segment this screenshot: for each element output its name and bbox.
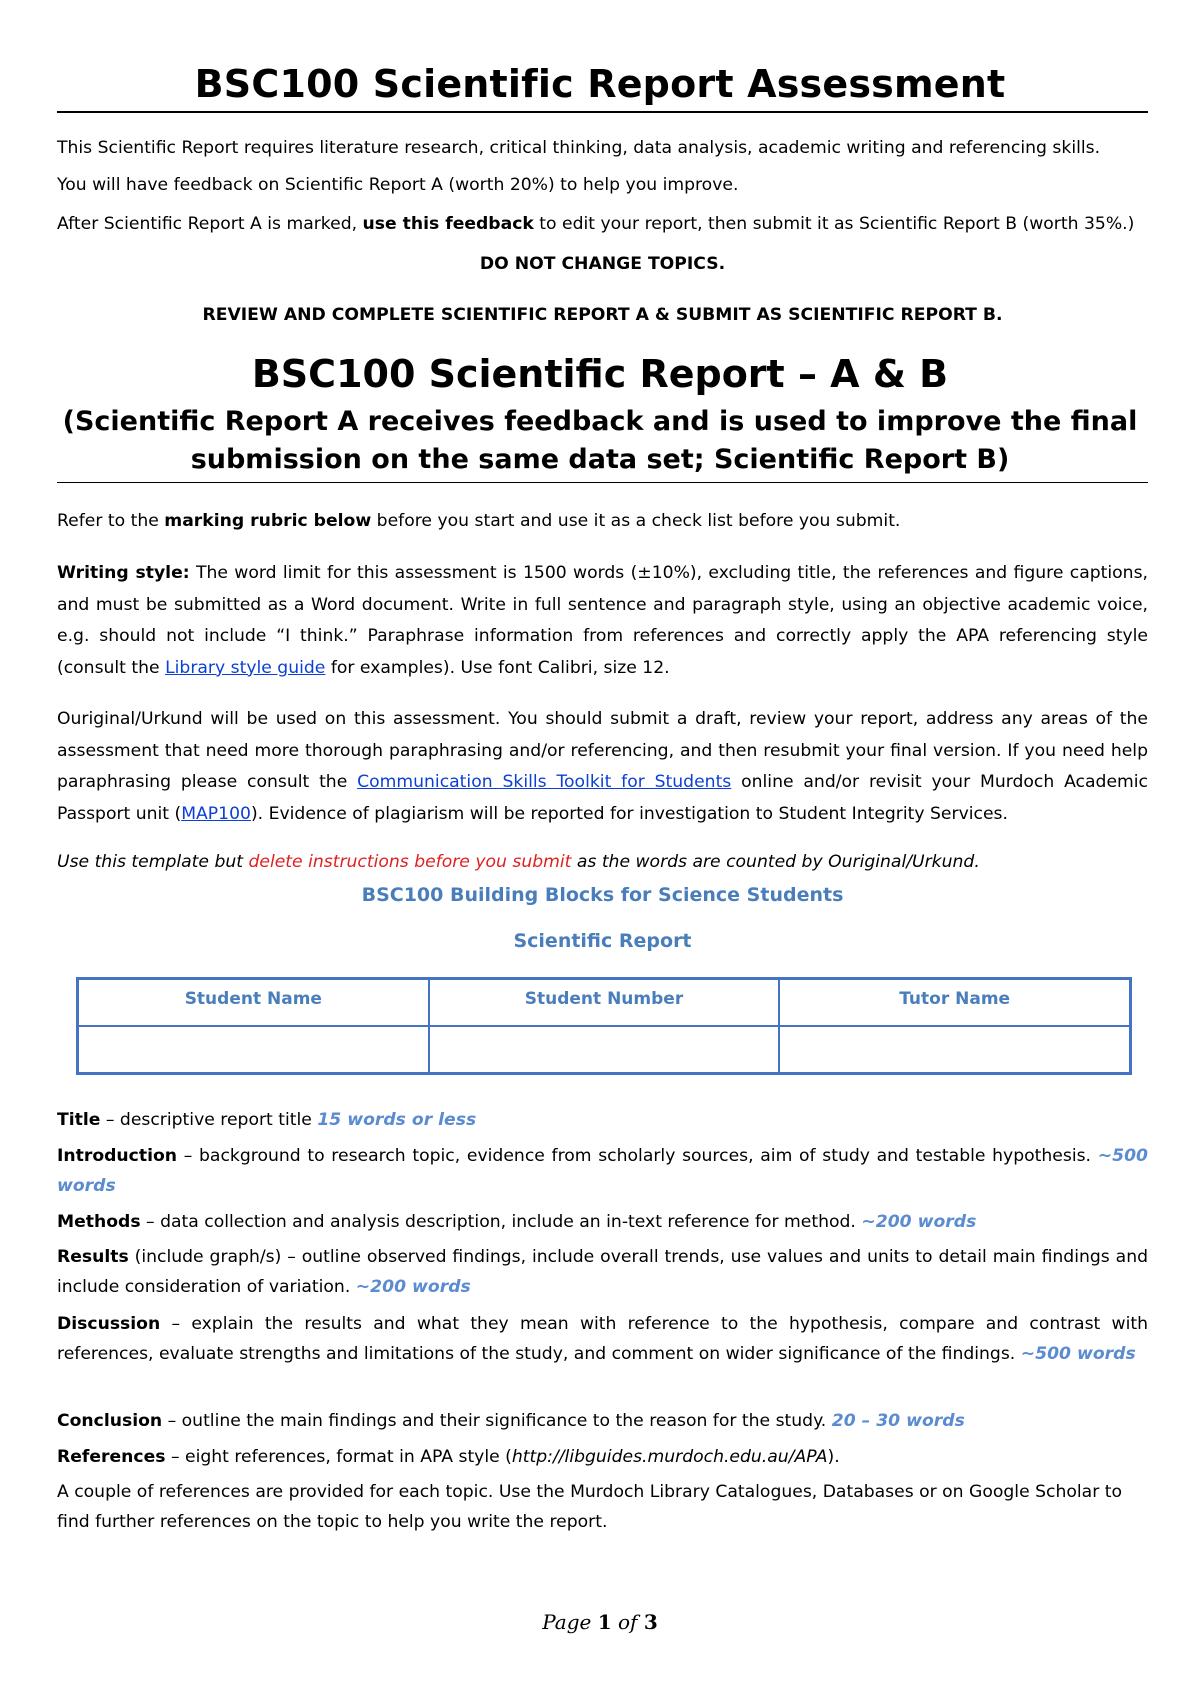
section-methods: Methods – data collection and analysis description, include an in-text reference for method. ~200 words — [57, 1212, 977, 1232]
section-results: Results (include graph/s) – outline observed findings, include overall trends, use values and units to detail main findings and include consideration of variation. ~200 words — [57, 1247, 1148, 1297]
tutor-name-cell[interactable] — [779, 1026, 1130, 1073]
tutor-name-header: Tutor Name — [779, 979, 1130, 1026]
section-conclusion: Conclusion – outline the main findings and their significance to the reason for the study. 20 – 30 words — [57, 1411, 965, 1431]
intro-line-2: You will have feedback on Scientific Report A (worth 20%) to help you improve. — [57, 175, 739, 195]
total-pages: 3 — [643, 1610, 658, 1634]
communication-skills-toolkit-link[interactable]: Communication Skills Toolkit for Students — [357, 772, 732, 793]
current-page: 1 — [597, 1610, 612, 1634]
section-discussion: Discussion – explain the results and what they mean with reference to the hypothesis, compare and contrast with references, evaluate strengths and limitations of the study, and comment on wider significance of the findings. ~500 words — [57, 1314, 1148, 1364]
student-number-header: Student Number — [429, 979, 780, 1026]
page-footer: Page 1 of 3 — [542, 1610, 658, 1634]
intro-line-1: This Scientific Report requires literature research, critical thinking, data analysis, academic writing and referencing skills. — [57, 138, 1101, 158]
map100-link[interactable]: MAP100 — [181, 803, 251, 824]
page-heading: BSC100 Scientific Report Assessment — [194, 62, 1006, 106]
doc-heading: Scientific Report — [513, 930, 692, 952]
section-references: References – eight references, format in APA style (http://libguides.murdoch.edu.au/APA). — [57, 1447, 840, 1467]
notice-review-complete: REVIEW AND COMPLETE SCIENTIFIC REPORT A & SUBMIT AS SCIENTIFIC REPORT B. — [202, 305, 1003, 325]
subtitle-rule — [57, 482, 1148, 483]
section-title: Title – descriptive report title 15 words or less — [57, 1110, 477, 1130]
apa-guide-url[interactable]: http://libguides.murdoch.edu.au/APA — [511, 1447, 828, 1467]
section-introduction: Introduction – background to research topic, evidence from scholarly sources, aim of study and testable hypothesis. ~500 words — [57, 1146, 1148, 1196]
report-subtitle-line-2: submission on the same data set; Scientific Report B) — [190, 444, 1010, 475]
heading-rule — [57, 111, 1148, 113]
student-name-header: Student Name — [78, 979, 429, 1026]
closing-paragraph: A couple of references are provided for each topic. Use the Murdoch Library Catalogues, Databases or on Google Scholar to find further references on the topic to help you write the report. — [57, 1482, 1122, 1532]
rubric-instruction: Refer to the marking rubric below before you start and use it as a check list before you submit. — [57, 511, 901, 531]
notice-no-change-topics: DO NOT CHANGE TOPICS. — [479, 254, 726, 274]
unit-heading: BSC100 Building Blocks for Science Students — [361, 884, 844, 906]
report-title: BSC100 Scientific Report – A & B — [251, 352, 949, 396]
template-note: Use this template but delete instructions before you submit as the words are counted by Ouriginal/Urkund. — [57, 852, 980, 872]
student-number-cell[interactable] — [429, 1026, 780, 1073]
intro-line-3: After Scientific Report A is marked, use this feedback to edit your report, then submit it as Scientific Report B (worth 35%.) — [57, 214, 1135, 234]
student-details-table — [76, 977, 1132, 1075]
report-subtitle-line-1: (Scientific Report A receives feedback and is used to improve the final — [62, 406, 1138, 437]
student-name-cell[interactable] — [78, 1026, 429, 1073]
writing-style-paragraph: Writing style: The word limit for this assessment is 1500 words (±10%), excluding title, the references and figure captions, and must be submitted as a Word document. Write in full sentence and paragraph style, using an objective academic voice, e.g. should not include “I think.” Paraphrase information from references and correctly apply the APA referencing style (consult the Library style guide for examples). Use font Calibri, size 12. — [57, 563, 1148, 678]
ouriginal-paragraph: Ouriginal/Urkund will be used on this assessment. You should submit a draft, review your report, address any areas of the assessment that need more thorough paraphrasing and/or referencing, and then resubmit your final version. If you need help paraphrasing please consult the Communication Skills Toolkit for Students online and/or revisit your Murdoch Academic Passport unit (MAP100). Evidence of plagiarism will be reported for investigation to Student Integrity Services. — [57, 709, 1148, 824]
library-style-guide-link[interactable]: Library style guide — [165, 657, 326, 678]
